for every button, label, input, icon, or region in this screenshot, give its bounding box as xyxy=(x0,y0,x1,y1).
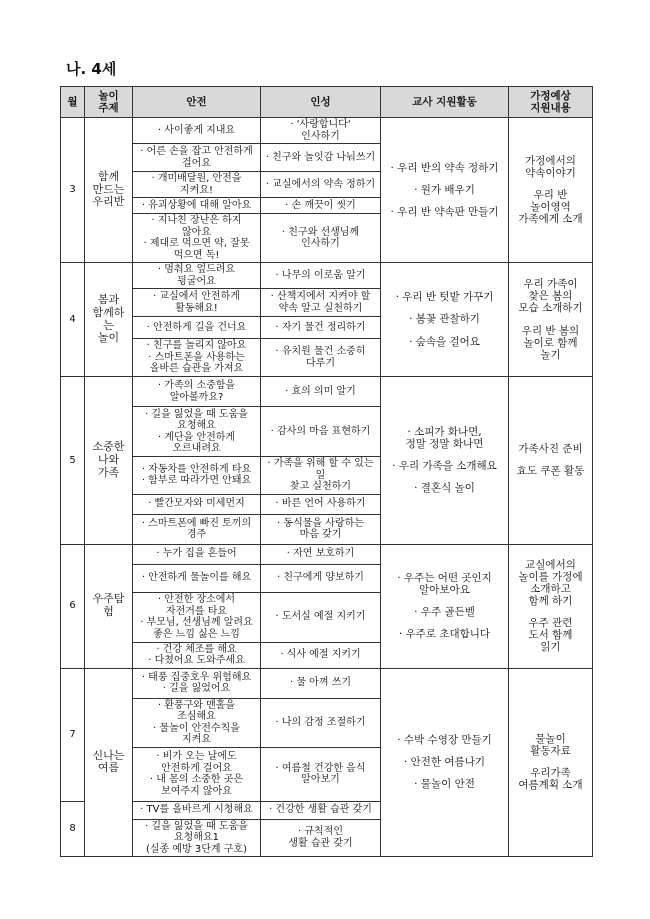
safety-cell: · 스마트폰에 빠진 토끼의 경주 xyxy=(133,514,261,544)
character-cell: · 감사의 마음 표현하기 xyxy=(261,407,381,457)
safety-cell: · 안전한 장소에서 자전거를 타요 · 부모님, 선생님께 알려요 좋은 느낌 싫은 느낌 xyxy=(133,592,261,642)
home-support-item: 효도 쿠폰 활동 xyxy=(516,465,585,478)
header-home-label: 가정예상 지원내용 xyxy=(530,89,571,114)
safety-cell: · 길을 잃었을 때 도움을 요청해요1 (실종 예방 3단계 구호) xyxy=(133,819,261,857)
safety-cell: · 친구를 놀리지 않아요 · 스마트폰을 사용하는 올바른 습관을 가져요 xyxy=(133,339,261,377)
home-support-item: 우리가족 여름계획 소개 xyxy=(518,767,583,792)
month-cell: 7 xyxy=(61,668,85,801)
home-cell xyxy=(509,544,593,668)
teacher-activity-list xyxy=(383,572,506,640)
home-support-list xyxy=(511,278,590,360)
safety-cell: · 어른 손을 잡고 안전하게 걸어요 xyxy=(133,144,261,172)
character-cell: · 나무의 이로움 알기 xyxy=(261,263,381,289)
safety-cell: · 길을 잃었을 때 도움을 요청해요 · 계단을 안전하게 오르내려요 xyxy=(133,407,261,457)
character-cell: · 바른 언어 사용하기 xyxy=(261,494,381,514)
home-cell xyxy=(509,263,593,377)
safety-cell: · TV를 올바르게 시청해요 xyxy=(133,801,261,819)
home-support-item: 우리 반 놀이영역 가족에게 소개 xyxy=(518,188,583,226)
teacher-activity: · 우주로 초대합니다 xyxy=(398,628,491,641)
home-support-item: 우주 관련 도서 함께 읽기 xyxy=(528,617,573,654)
teacher-activity-list xyxy=(383,162,506,218)
character-cell: · 물 아껴 쓰기 xyxy=(261,668,381,698)
character-cell: · 동식물을 사랑하는 마음 갖기 xyxy=(261,514,381,544)
safety-cell: · 안전하게 물놀이를 해요 xyxy=(133,564,261,592)
home-support-list xyxy=(511,443,590,477)
teacher-activity: · 결혼식 놀이 xyxy=(414,482,475,495)
table-row xyxy=(61,544,593,564)
month-cell: 8 xyxy=(61,801,85,857)
character-cell: · '사랑합니다' 인사하기 xyxy=(261,118,381,144)
month-cell: 4 xyxy=(61,263,85,377)
character-cell: · 자연 보호하기 xyxy=(261,544,381,564)
teacher-activity-list xyxy=(383,291,506,347)
table-row xyxy=(61,263,593,289)
home-support-item: 교실에서의 놀이를 가정에 소개하고 함께 하기 xyxy=(518,558,583,607)
teacher-activity: · 원가 배우기 xyxy=(414,183,475,196)
teacher-activity: · 소피가 화나면, 정말 정말 화나면 xyxy=(405,426,484,451)
character-cell: · 도서실 예절 지키기 xyxy=(261,592,381,642)
home-support-list xyxy=(511,155,590,225)
character-cell: · 친구와 선생님께 인사하기 xyxy=(261,214,381,263)
safety-cell: · 유괴상황에 대해 알아요 xyxy=(133,198,261,214)
teacher-activity: · 우리 반 약속판 만들기 xyxy=(390,206,499,219)
teacher-activity-list xyxy=(383,734,506,790)
safety-cell: · 교실에서 안전하게 활동해요! xyxy=(133,289,261,317)
home-support-list xyxy=(511,733,590,791)
table-row xyxy=(61,377,593,407)
month-cell: 6 xyxy=(61,544,85,668)
home-cell xyxy=(509,118,593,263)
teacher-activity: · 우주는 어떤 곳인지 알아보아요 xyxy=(397,571,492,596)
character-cell: · 손 깨끗이 씻기 xyxy=(261,198,381,214)
safety-cell: · 멈춰요 엎드려요 뒹굴어요 xyxy=(133,263,261,289)
month-cell: 3 xyxy=(61,118,85,263)
curriculum-table xyxy=(60,86,593,857)
safety-cell: · 빨간모자와 미세먼지 xyxy=(133,494,261,514)
teacher-cell xyxy=(381,668,509,857)
teacher-activity: · 봄꽃 관찰하기 xyxy=(409,313,480,326)
safety-cell: · 사이좋게 지내요 xyxy=(133,118,261,144)
header-row xyxy=(61,87,593,118)
theme-cell: 함께 만드는 우리반 xyxy=(85,118,133,263)
character-cell: · 친구에게 양보하기 xyxy=(261,564,381,592)
section-title: 나. 4세 xyxy=(66,60,117,78)
safety-cell: · 비가 오는 날에도 안전하게 걸어요 · 내 몸의 소중한 곳은 보여주지 않아요 xyxy=(133,747,261,801)
table-row xyxy=(61,668,593,698)
character-cell: · 건강한 생활 습관 갖기 xyxy=(261,801,381,819)
teacher-activity: · 우리 반의 약속 정하기 xyxy=(390,161,499,174)
character-cell: · 여름철 건강한 음식 알아보기 xyxy=(261,747,381,801)
home-support-item: 가정에서의 약속이야기 xyxy=(525,154,576,179)
character-cell: · 가족을 위해 할 수 있는 일 찾고 실천하기 xyxy=(261,457,381,495)
theme-cell: 소중한 나와 가족 xyxy=(85,377,133,545)
safety-cell: · 누가 집을 흔들어 xyxy=(133,544,261,564)
safety-cell: · 지나친 장난은 하지 않아요 · 제대로 먹으면 약, 잘못 먹으면 독! xyxy=(133,214,261,263)
teacher-activity: · 우리 가족을 소개해요 xyxy=(392,460,497,473)
home-cell xyxy=(509,668,593,857)
theme-cell: 우주탐 험 xyxy=(85,544,133,668)
character-cell: · 규칙적인 생활 습관 갖기 xyxy=(261,819,381,857)
header-month: 월 xyxy=(61,87,85,118)
home-support-item: 우리 반 봄의 놀이로 함께 놀기 xyxy=(521,324,580,361)
safety-cell: · 개미배달원, 안전을 지켜요! xyxy=(133,172,261,198)
teacher-cell xyxy=(381,544,509,668)
home-cell xyxy=(509,377,593,545)
character-cell: · 유치원 물건 소중히 다루기 xyxy=(261,339,381,377)
header-theme xyxy=(85,87,133,118)
character-cell: · 식사 예절 지키기 xyxy=(261,642,381,668)
teacher-activity: · 물놀이 안전 xyxy=(414,778,475,791)
safety-cell: · 가족의 소중함을 알아볼까요? xyxy=(133,377,261,407)
month-cell: 5 xyxy=(61,377,85,545)
theme-cell: 봄과 함께하 는 놀이 xyxy=(85,263,133,377)
safety-cell: · 환풍구와 맨홀을 조심해요 · 물놀이 안전수칙을 지켜요 xyxy=(133,698,261,747)
safety-cell: · 자동차를 안전하게 타요 · 함부로 따라가면 안돼요 xyxy=(133,457,261,495)
header-teacher: 교사 지원활동 xyxy=(381,87,509,118)
table-row xyxy=(61,118,593,144)
character-cell: · 산책지에서 지켜야 할 약속 알고 실천하기 xyxy=(261,289,381,317)
teacher-activity: · 우주 골든벨 xyxy=(414,606,475,618)
home-support-item: 물놀이 활동자료 xyxy=(530,733,571,758)
character-cell: · 교실에서의 약속 정하기 xyxy=(261,172,381,198)
safety-cell: · 건강 체조를 해요 · 다쳤어요 도와주세요 xyxy=(133,642,261,668)
teacher-activity: · 수박 수영장 만들기 xyxy=(397,734,492,747)
header-safety: 안전 xyxy=(133,87,261,118)
teacher-activity: · 숲속을 걸어요 xyxy=(409,335,480,348)
safety-cell: · 안전하게 길을 건너요 xyxy=(133,317,261,339)
character-cell: · 친구와 놀잇감 나눠쓰기 xyxy=(261,144,381,172)
character-cell: · 효의 의미 알기 xyxy=(261,377,381,407)
home-support-item: 가족사진 준비 xyxy=(518,443,583,456)
teacher-activity-list xyxy=(383,426,506,494)
teacher-activity: · 안전한 여름나기 xyxy=(403,756,485,769)
teacher-cell xyxy=(381,263,509,377)
home-support-list xyxy=(511,559,590,653)
teacher-cell xyxy=(381,118,509,263)
header-home xyxy=(509,87,593,118)
teacher-activity: · 우리 반 텃밭 가꾸기 xyxy=(395,291,494,304)
header-character: 인성 xyxy=(261,87,381,118)
header-theme-label: 놀이 주제 xyxy=(98,89,119,114)
theme-cell: 신나는 여름 xyxy=(85,668,133,857)
character-cell: · 자기 물건 정리하기 xyxy=(261,317,381,339)
teacher-cell xyxy=(381,377,509,545)
safety-cell: · 태풍 집중호우 위험해요 · 길을 잃었어요 xyxy=(133,668,261,698)
home-support-item: 우리 가족이 찾은 봄의 모습 소개하기 xyxy=(518,278,583,315)
character-cell: · 나의 감정 조절하기 xyxy=(261,698,381,747)
